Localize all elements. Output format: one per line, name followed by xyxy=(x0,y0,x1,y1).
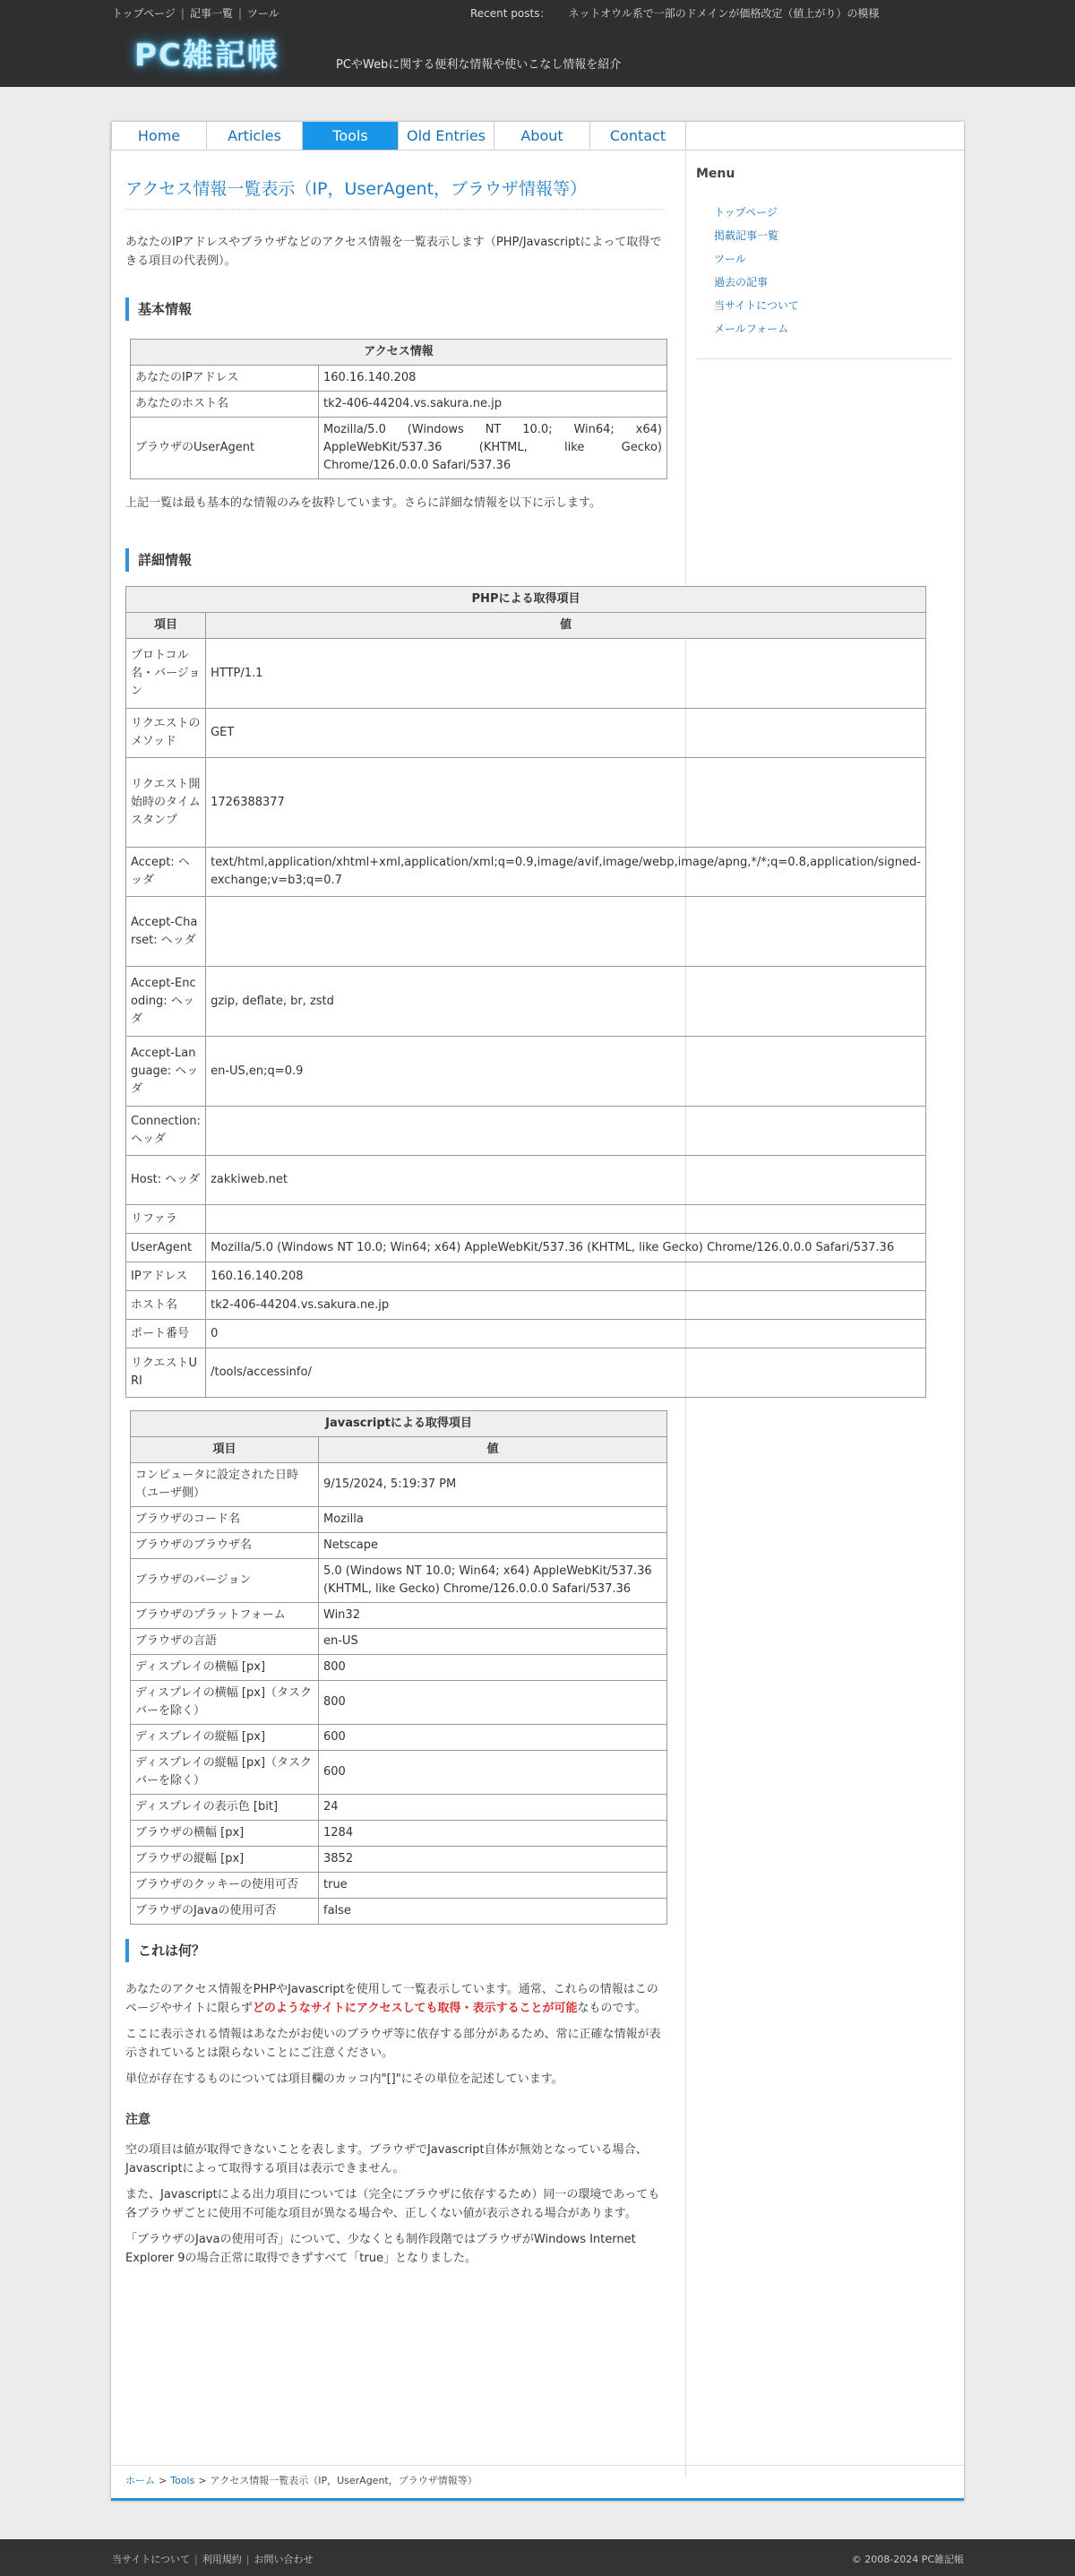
table-row xyxy=(131,1629,667,1655)
tab-contact[interactable]: Contact xyxy=(590,122,686,150)
table-row xyxy=(126,1037,926,1107)
sidebar-item-tools[interactable]: ツール xyxy=(714,253,746,265)
php-table-title: PHPによる取得項目 xyxy=(126,587,926,613)
row-key: UserAgent xyxy=(126,1234,206,1262)
basic-table-title: アクセス情報 xyxy=(131,340,667,366)
note-paragraph-1: 空の項目は値が取得できないことを表します。ブラウザでJavascript自体が無効となっている場合、Javascriptによって取得する項目は表示できません。 xyxy=(125,2143,648,2175)
table-row xyxy=(131,366,667,392)
table-row xyxy=(131,392,667,418)
footer-link-terms[interactable]: 利用規約 xyxy=(202,2554,242,2565)
table-row xyxy=(126,639,926,709)
row-value: 600 xyxy=(319,1751,667,1795)
breadcrumb-current: アクセス情報一覧表示（IP，UserAgent，ブラウザ情報等） xyxy=(210,2475,477,2486)
row-value: GET xyxy=(206,709,926,758)
row-value: 800 xyxy=(319,1655,667,1681)
row-value: 5.0 (Windows NT 10.0; Win64; x64) AppleWebKit/537.36 (KHTML, like Gecko) Chrome/126.0.0.0 Safari/537.36 xyxy=(319,1559,667,1603)
tab-old-entries[interactable]: Old Entries xyxy=(399,122,494,150)
row-value: 1284 xyxy=(319,1821,667,1847)
row-key: ブラウザのJavaの使用可否 xyxy=(131,1899,319,1925)
row-value: /tools/accessinfo/ xyxy=(206,1348,926,1398)
row-value: 160.16.140.208 xyxy=(319,366,667,392)
row-key: IPアドレス xyxy=(126,1262,206,1291)
row-value: false xyxy=(319,1899,667,1925)
row-key: Accept-Charset: ヘッダ xyxy=(126,897,206,967)
about-paragraph-3: 単位が存在するものについては項目欄のカッコ内"[]"にその単位を記述しています。 xyxy=(125,2072,563,2086)
row-key: ブラウザのコード名 xyxy=(131,1507,319,1533)
page-intro: あなたのIPアドレスやブラウザなどのアクセス情報を一覧表示します（PHP/Javascriptによって取得できる項目の代表例）。 xyxy=(125,236,662,268)
header-link-top[interactable]: トップページ xyxy=(112,7,176,20)
row-value: en-US xyxy=(319,1629,667,1655)
table-row xyxy=(126,1107,926,1156)
row-key: ブラウザのブラウザ名 xyxy=(131,1533,319,1559)
row-key: ブラウザのUserAgent xyxy=(131,418,319,479)
site-header xyxy=(0,0,1075,87)
sidebar-item-about[interactable]: 当サイトについて xyxy=(714,299,799,312)
sidebar-item-top[interactable]: トップページ xyxy=(714,206,778,219)
recent-posts xyxy=(470,5,879,21)
about-paragraph-1: あなたのアクセス情報をPHPやJavascriptを使用して一覧表示しています。通常、これらの情報はこのページやサイトに限らずどのようなサイトにアクセスしても取得・表示することが可能なものです。 xyxy=(125,1983,658,2015)
basic-info-table xyxy=(130,339,667,479)
row-value: 800 xyxy=(319,1681,667,1725)
table-row xyxy=(126,1156,926,1205)
js-table-title: Javascriptによる取得項目 xyxy=(131,1411,667,1437)
table-row xyxy=(131,1559,667,1603)
breadcrumb-home[interactable]: ホーム xyxy=(125,2475,155,2486)
row-key: ディスプレイの縦幅 [px]（タスクバーを除く） xyxy=(131,1751,319,1795)
table-row xyxy=(131,1681,667,1725)
row-key: リクエストURI xyxy=(126,1348,206,1398)
row-key: Connection: ヘッダ xyxy=(126,1107,206,1156)
row-value: true xyxy=(319,1873,667,1899)
row-key: プロトコル名・バージョン xyxy=(126,639,206,709)
row-value: 600 xyxy=(319,1725,667,1751)
row-key: ブラウザのバージョン xyxy=(131,1559,319,1603)
breadcrumb: ホーム > Tools > アクセス情報一覧表示（IP，UserAgent，ブラウザ情報等） xyxy=(125,2475,477,2486)
table-row xyxy=(126,967,926,1037)
row-key: コンピュータに設定された日時（ユーザ側） xyxy=(131,1463,319,1507)
table-row xyxy=(131,1533,667,1559)
row-key: Accept: ヘッダ xyxy=(126,848,206,897)
table-row xyxy=(126,1205,926,1234)
site-tagline: PCやWebに関する便利な情報や使いこなし情報を紹介 xyxy=(336,58,622,72)
row-key: ブラウザの言語 xyxy=(131,1629,319,1655)
table-row xyxy=(131,418,667,479)
table-row xyxy=(131,1463,667,1507)
row-value: 160.16.140.208 xyxy=(206,1262,926,1291)
row-key: ブラウザの縦幅 [px] xyxy=(131,1847,319,1873)
row-value xyxy=(206,1107,926,1156)
row-key: ホスト名 xyxy=(126,1291,206,1320)
row-key: ポート番号 xyxy=(126,1320,206,1348)
row-key: ブラウザのクッキーの使用可否 xyxy=(131,1873,319,1899)
table-row xyxy=(126,1262,926,1291)
js-info-table xyxy=(130,1410,667,1925)
basic-note: 上記一覧は最も基本的な情報のみを抜粋しています。さらに詳細な情報を以下に示します。 xyxy=(125,496,601,510)
sidebar xyxy=(696,167,951,359)
table-row xyxy=(131,1507,667,1533)
sidebar-item-articles[interactable]: 掲載記事一覧 xyxy=(714,229,779,242)
row-value: Mozilla xyxy=(319,1507,667,1533)
col-header-item: 項目 xyxy=(126,613,206,639)
row-key: ディスプレイの縦幅 [px] xyxy=(131,1725,319,1751)
main-container xyxy=(111,122,964,2501)
row-key: ディスプレイの横幅 [px] xyxy=(131,1655,319,1681)
header-link-articles[interactable]: 記事一覧 xyxy=(189,7,233,20)
table-row xyxy=(126,709,926,758)
note-heading: 注意 xyxy=(125,2113,150,2127)
table-row xyxy=(126,758,926,848)
row-value: Mozilla/5.0 (Windows NT 10.0; Win64; x64) AppleWebKit/537.36 (KHTML, like Gecko) Chrome/126.0.0.0 Safari/537.36 xyxy=(319,418,667,479)
note-paragraph-3: 「ブラウザのJavaの使用可否」について、少なくとも制作段階ではブラウザがWindows Internet Explorer 9の場合正常に取得できずすべて「true」となりました。 xyxy=(125,2233,636,2265)
row-value: Win32 xyxy=(319,1603,667,1629)
row-key: リクエストのメソッド xyxy=(126,709,206,758)
table-row xyxy=(126,1348,926,1398)
row-value: 0 xyxy=(206,1320,926,1348)
table-row xyxy=(131,1873,667,1899)
site-logo[interactable]: PC雑記帳 xyxy=(134,38,280,73)
sidebar-menu xyxy=(696,201,951,340)
tab-about[interactable]: About xyxy=(494,122,590,150)
row-value: Netscape xyxy=(319,1533,667,1559)
breadcrumb-tools[interactable]: Tools xyxy=(170,2475,195,2486)
row-key: Accept-Language: ヘッダ xyxy=(126,1037,206,1107)
header-link-tools[interactable]: ツール xyxy=(247,7,280,20)
row-value: 24 xyxy=(319,1795,667,1821)
note-paragraph-2: また、Javascriptによる出力項目については（完全にブラウザに依存するため）同一の環境であっても各ブラウザごとに使用不可能な項目が異なる場合や、正しくない値が表示される場合があります。 xyxy=(125,2188,660,2220)
row-key: ブラウザのプラットフォーム xyxy=(131,1603,319,1629)
page-title: アクセス情報一覧表示（IP，UserAgent，ブラウザ情報等） xyxy=(125,176,663,210)
row-key: ブラウザの横幅 [px] xyxy=(131,1821,319,1847)
row-key: あなたのホスト名 xyxy=(131,392,319,418)
col-header-value: 値 xyxy=(206,613,926,639)
row-key: リファラ xyxy=(126,1205,206,1234)
row-value: 3852 xyxy=(319,1847,667,1873)
about-heading: これは何？ xyxy=(125,1939,663,1962)
footer-copyright: © 2008-2024 PC雑記帳 xyxy=(851,2554,964,2565)
table-row xyxy=(131,1795,667,1821)
table-row xyxy=(126,1234,926,1262)
row-value: zakkiweb.net xyxy=(206,1156,926,1205)
breadcrumb-divider xyxy=(111,2465,964,2466)
tab-home[interactable]: Home xyxy=(111,122,207,150)
row-value: en-US,en;q=0.9 xyxy=(206,1037,926,1107)
container-bottom-border xyxy=(111,2498,964,2501)
row-key: ディスプレイの表示色 [bit] xyxy=(131,1795,319,1821)
footer-links: 当サイトについて | 利用規約 | お問い合わせ xyxy=(112,2554,314,2565)
table-row xyxy=(131,1751,667,1795)
table-row xyxy=(131,1603,667,1629)
row-key: Host: ヘッダ xyxy=(126,1156,206,1205)
row-value: Mozilla/5.0 (Windows NT 10.0; Win64; x64) AppleWebKit/537.36 (KHTML, like Gecko) Chrome/126.0.0.0 Safari/537.36 xyxy=(206,1234,926,1262)
row-value: tk2-406-44204.vs.sakura.ne.jp xyxy=(206,1291,926,1320)
about-paragraph-2: ここに表示される情報はあなたがお使いのブラウザ等に依存する部分があるため、常に正確な情報が表示されているとは限らないことにご注意ください。 xyxy=(125,2028,661,2060)
row-value: HTTP/1.1 xyxy=(206,639,926,709)
footer-link-about[interactable]: 当サイトについて xyxy=(112,2554,191,2565)
basic-info-heading: 基本情報 xyxy=(125,297,663,321)
sidebar-title: Menu xyxy=(696,167,735,181)
table-row xyxy=(126,1320,926,1348)
table-row xyxy=(131,1725,667,1751)
detail-heading: 詳細情報 xyxy=(125,548,663,572)
sidebar-item-mailform[interactable]: メールフォーム xyxy=(714,323,789,335)
footer-link-contact[interactable]: お問い合わせ xyxy=(254,2554,314,2565)
row-value xyxy=(206,897,926,967)
header-links: トップページ | 記事一覧 | ツール xyxy=(112,7,280,20)
row-key: リクエスト開始時のタイムスタンプ xyxy=(126,758,206,848)
sidebar-item-past[interactable]: 過去の記事 xyxy=(714,276,769,289)
table-row xyxy=(131,1899,667,1925)
global-nav xyxy=(111,122,964,151)
row-value xyxy=(206,1205,926,1234)
table-row xyxy=(126,1291,926,1320)
site-footer xyxy=(0,2539,1075,2576)
row-key: Accept-Encoding: ヘッダ xyxy=(126,967,206,1037)
row-value: 9/15/2024, 5:19:37 PM xyxy=(319,1463,667,1507)
recent-post-link[interactable]: ネットオウル系で一部のドメインが価格改定（値上がり）の模様 xyxy=(568,7,880,20)
php-info-table xyxy=(125,586,926,1398)
col-header-item: 項目 xyxy=(131,1437,319,1463)
tab-articles[interactable]: Articles xyxy=(207,122,303,150)
row-value: text/html,application/xhtml+xml,application/xml;q=0.9,image/avif,image/webp,image/apng,*/*;q=0.8,application/signed-exchange;v=b3;q=0.7 xyxy=(206,848,926,897)
col-header-value: 値 xyxy=(319,1437,667,1463)
about-emphasis: どのようなサイトにアクセスしても取得・表示することが可能 xyxy=(252,2002,578,2015)
row-value: gzip, deflate, br, zstd xyxy=(206,967,926,1037)
row-value: tk2-406-44204.vs.sakura.ne.jp xyxy=(319,392,667,418)
table-row xyxy=(126,848,926,897)
table-row xyxy=(131,1655,667,1681)
row-value: 1726388377 xyxy=(206,758,926,848)
row-key: あなたのIPアドレス xyxy=(131,366,319,392)
sidebar-divider xyxy=(696,358,951,359)
table-row xyxy=(131,1821,667,1847)
tab-tools[interactable]: Tools xyxy=(303,122,399,150)
row-key: ディスプレイの横幅 [px]（タスクバーを除く） xyxy=(131,1681,319,1725)
table-row xyxy=(131,1847,667,1873)
table-row xyxy=(126,897,926,967)
recent-posts-label: Recent posts： xyxy=(470,7,551,20)
